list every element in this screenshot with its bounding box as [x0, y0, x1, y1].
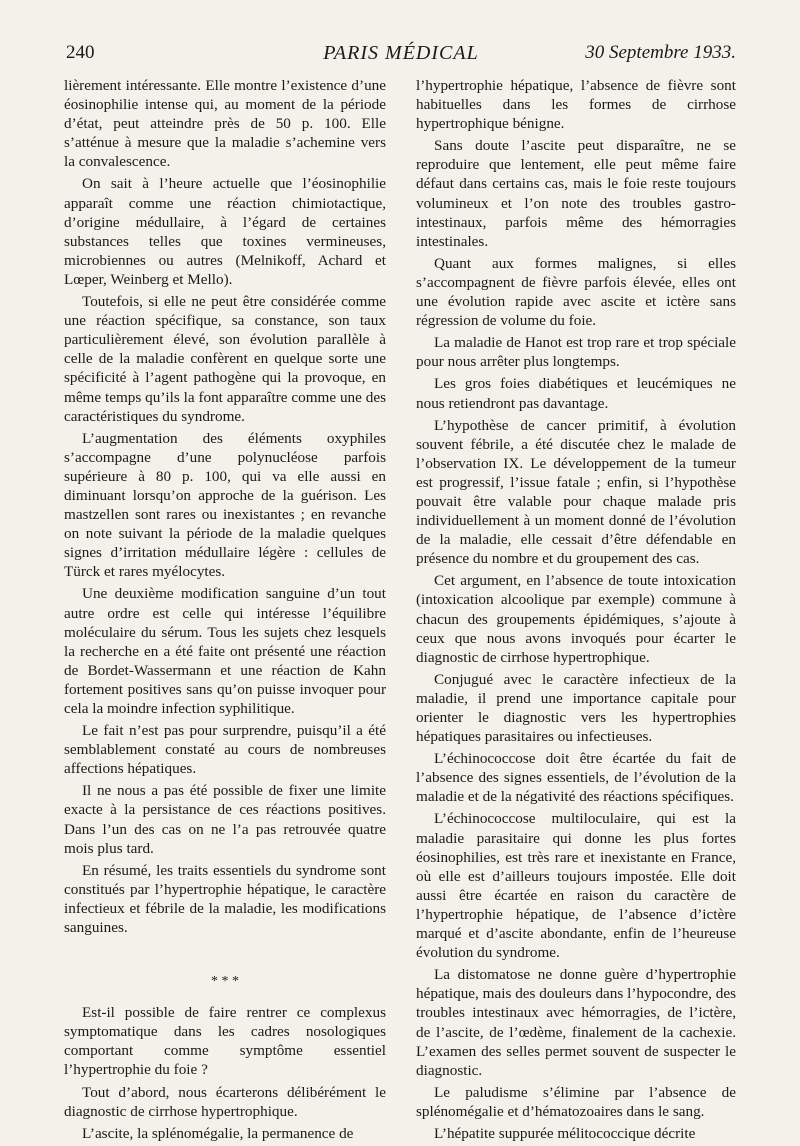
- paragraph: L’hépatite suppurée mélitococcique décrite: [434, 1124, 696, 1142]
- paragraph: Est-il possible de faire rentrer ce complexus symptomatique dans les cadres nosologiques comportant comme symptôme essentiel l’hypertrophie du foie ?: [64, 1004, 386, 1079]
- paragraph: L’échinococcose multiloculaire, qui est la maladie parasitaire qui donne les plus fortes éosinophilies, est très rare et inexistante en France, où elle est d’ailleurs toujours impostée. Elle doit aussi être écartée en raison du caractère de l’hypertrophie hépatique, de l’absence d’ictère marqué et d’ascite abondante, enfin de l’heureuse évolution du syndrome.: [416, 810, 736, 962]
- paragraph: L’échinococcose doit être écartée du fait de l’absence des signes essentiels, de l’évolution de la maladie et de la négativité des réactions spécifiques.: [416, 750, 736, 806]
- paragraph: Le fait n’est pas pour surprendre, puisqu’il a été semblablement constaté au cours de nombreuses affections hépatiques.: [64, 722, 386, 778]
- paragraph: Tout d’abord, nous écarterons délibérément le diagnostic de cirrhose hypertrophique.: [64, 1083, 386, 1120]
- paragraph: Quant aux formes malignes, si elles s’accompagnent de fièvre parfois élevée, elles ont une évolution rapide avec ascite et ictère sans régression de volume du foie.: [416, 254, 736, 330]
- paragraph: l’hypertrophie hépatique, l’absence de fièvre sont habituelles dans les formes de cirrhose hypertrophique bénigne.: [416, 77, 736, 133]
- paragraph: On sait à l’heure actuelle que l’éosinophilie apparaît comme une réaction chimiotactique, d’origine médullaire, à l’égard de certaines substances telles que toxines vermineuses, microbiennes ou autres (Melnikoff, Achard et Lœper, Weinberg et Mello).: [64, 175, 386, 288]
- paragraph: L’hypothèse de cancer primitif, à évolution souvent fébrile, a été discutée chez le malade de l’observation IX. Le développement de la tumeur est progressif, l’issue fatale ; enfin, si l’hypothèse pouvait être valable pour chaque malade pris individuellement à un moment donné de l’évolution de la maladie, elle cessait d’être défendable en présence du nombre et du groupement des cas.: [416, 416, 736, 568]
- paragraph: L’ascite, la splénomégalie, la permanence de: [82, 1124, 354, 1142]
- paragraph: Le paludisme s’élimine par l’absence de splénomégalie et d’hématozoaires dans le sang.: [416, 1083, 736, 1120]
- paragraph: L’augmentation des éléments oxyphiles s’accompagne d’une polynucléose parfois supérieure à 80 p. 100, qui va elle aussi en diminuant lorsqu’on approche de la guérison. Les mastzellen sont rares ou inexistantes ; en revanche on note suivant la période de la maladie quelques signes d’irritation médullaire légère : cellules de Türck et rares myélocytes.: [64, 429, 386, 581]
- paragraph: Les gros foies diabétiques et leucémiques ne nous retiendront pas davantage.: [416, 375, 736, 412]
- left-column: [64, 76, 386, 1146]
- paragraph: Toutefois, si elle ne peut être considérée comme une réaction spécifique, sa constance, son taux particulièrement élevé, son évolution parallèle à celle de la maladie confèrent en quelque sorte une spécificité à l’agent pathogène qui la provoque, en même temps qu’ils la font apparaître comme une des caractéristiques du syndrome.: [64, 293, 386, 425]
- paragraph: Il ne nous a pas été possible de fixer une limite exacte à la persistance de ces réactions positives. Dans l’un des cas on ne l’a pas retrouvée quatre mois plus tard.: [64, 782, 386, 857]
- paragraph: La maladie de Hanot est trop rare et trop spéciale pour nous arrêter plus longtemps.: [416, 334, 736, 371]
- page-number: 240: [66, 42, 95, 63]
- section-separator: * * *: [211, 974, 239, 990]
- paragraph: Sans doute l’ascite peut disparaître, ne se reproduire que lentement, elle peut même faire défaut dans certains cas, mais le foie reste toujours volumineux et l’on note des troubles gastro-intestinaux, parfois même des hémorragies intestinales.: [416, 137, 736, 250]
- journal-title: PARIS MÉDICAL: [323, 42, 479, 64]
- paragraph: Une deuxième modification sanguine d’un tout autre ordre est celle qui intéresse l’équilibre moléculaire du sérum. Tous les sujets chez lesquels la recherche en a été faite ont présenté une réaction de Bordet-Wassermann et une réaction de Kahn fortement positives sans qu’on puisse invoquer pour cela la moindre infection syphilitique.: [64, 585, 386, 717]
- right-column: [416, 76, 736, 1146]
- issue-date: 30 Septembre 1933.: [585, 42, 736, 63]
- paragraph: Conjugué avec le caractère infectieux de la maladie, il prend une importance capitale pour orienter le diagnostic vers les hypertrophies hépatiques parasitaires ou infectieuses.: [416, 670, 736, 746]
- paragraph: Cet argument, en l’absence de toute intoxication (intoxication alcoolique par exemple) commune à chacun des groupements épidémiques, s’ajoute à ceux que nous avons invoqués pour écarter le diagnostic de cirrhose hypertrophique.: [416, 572, 736, 666]
- page-header: [66, 42, 736, 68]
- paragraph: La distomatose ne donne guère d’hypertrophie hépatique, mais des douleurs dans l’hypocondre, des troubles intestinaux avec hémorragies, de l’ictère, de l’ascite, de l’œdème, finalement de la cachexie. L’examen des selles permet souvent de suspecter le diagnostic.: [416, 966, 736, 1079]
- paragraph: lièrement intéressante. Elle montre l’existence d’une éosinophilie intense qui, au moment de la période d’état, peut atteindre près de 50 p. 100. Elle s’atténue à mesure que la maladie s’achemine vers la convalescence.: [64, 77, 386, 171]
- paragraph: En résumé, les traits essentiels du syndrome sont constitués par l’hypertrophie hépatique, le caractère infectieux et fébrile de la maladie, les modifications sanguines.: [64, 861, 386, 937]
